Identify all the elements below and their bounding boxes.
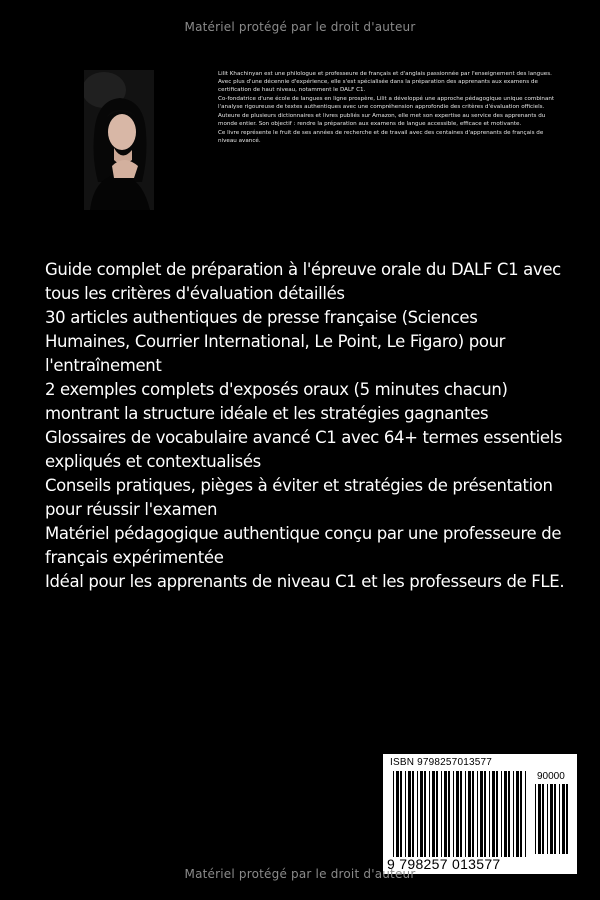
barcode-bar	[562, 784, 565, 854]
feature-item: Idéal pour les apprenants de niveau C1 et les professeurs de FLE.	[45, 572, 565, 591]
barcode-bar	[484, 771, 486, 857]
barcode-bar	[477, 771, 478, 857]
barcode-bar	[559, 784, 560, 854]
barcode-bar	[460, 771, 462, 857]
barcode-bar	[441, 771, 442, 857]
barcode-bar	[465, 771, 466, 857]
barcode-bar	[453, 771, 454, 857]
bio-paragraph: Co-fondatrice d'une école de langues en ligne prospère, Lilit a développé une approche pédagogique unique combinant l'analyse rigoureuse de textes authentiques avec une compréhension approfondie des critères d'évaluation officiels.	[218, 96, 555, 110]
barcode-bar	[468, 771, 471, 857]
barcode-bar	[550, 784, 553, 854]
barcode-bar	[525, 771, 526, 857]
feature-item: 30 articles authentiques de presse française (Sciences Humaines, Courrier International, Le Point, Le Figaro) pour l'entraînement	[45, 308, 506, 375]
barcode-bar	[424, 771, 426, 857]
isbn-label: ISBN 9798257013577	[390, 757, 493, 768]
barcode-bar	[535, 784, 536, 854]
barcode-bar	[444, 771, 447, 857]
barcode-bar	[554, 784, 556, 854]
barcode-bar	[429, 771, 430, 857]
barcode-bar	[492, 771, 495, 857]
barcode-bar	[480, 771, 483, 857]
feature-item: 2 exemples complets d'exposés oraux (5 minutes chacun) montrant la structure idéale et les stratégies gagnantes	[45, 380, 508, 423]
copyright-watermark-top: Matériel protégé par le droit d'auteur	[184, 20, 416, 34]
barcode-bar	[513, 771, 514, 857]
barcode-bar	[489, 771, 490, 857]
author-photo	[84, 70, 154, 210]
book-features-list	[45, 258, 565, 594]
barcode-bar	[547, 784, 548, 854]
feature-item: Guide complet de préparation à l'épreuve orale du DALF C1 avec tous les critères d'évaluation détaillés	[45, 260, 561, 303]
barcode-bar	[412, 771, 414, 857]
barcode-bar	[436, 771, 438, 857]
barcode-digits: 9 798257 013577	[387, 856, 501, 872]
author-biography	[218, 70, 558, 146]
barcode-bar	[456, 771, 459, 857]
barcode-bar	[501, 771, 502, 857]
barcode-bar	[405, 771, 406, 857]
barcode-bar	[393, 771, 394, 857]
barcode-bar	[448, 771, 450, 857]
price-code: 90000	[537, 771, 565, 782]
barcode-bar	[472, 771, 474, 857]
barcode-bar	[566, 784, 568, 854]
bio-paragraph: Ce livre représente le fruit de ses années de recherche et de travail avec des centaines d'apprenants de français de niveau avancé.	[218, 130, 544, 144]
feature-item: Conseils pratiques, pièges à éviter et stratégies de présentation pour réussir l'examen	[45, 476, 553, 519]
barcode-bar	[432, 771, 435, 857]
barcode-bar	[408, 771, 411, 857]
barcode-addon-bars	[535, 784, 573, 854]
barcode-bar	[508, 771, 510, 857]
bio-paragraph: Auteure de plusieurs dictionnaires et livres publiés sur Amazon, elle met son expertise au service des apprenants du monde entier. Son objectif : rendre la préparation aux examens de langue accessible, efficace et motivante.	[218, 113, 546, 127]
barcode-bar	[496, 771, 498, 857]
barcode-bar	[504, 771, 507, 857]
bio-paragraph: Lilit Khachinyan est une philologue et professeure de français et d'anglais passionnée par l'enseignement des langues. Avec plus d'une décennie d'expérience, elle s'est spécialisée dans la préparation des apprenants aux examens de certification de haut niveau, notamment le DALF C1.	[218, 71, 552, 93]
barcode-bar	[396, 771, 399, 857]
barcode-bar	[420, 771, 423, 857]
barcode-bar	[516, 771, 519, 857]
barcode-bar	[417, 771, 418, 857]
copyright-watermark-bottom: Matériel protégé par le droit d'auteur	[184, 867, 416, 881]
barcode-bar	[538, 784, 541, 854]
barcode-bars	[393, 771, 529, 857]
feature-item: Glossaires de vocabulaire avancé C1 avec 64+ termes essentiels expliqués et contextualisés	[45, 428, 563, 471]
barcode-bar	[400, 771, 402, 857]
isbn-barcode	[383, 754, 577, 874]
barcode-bar	[520, 771, 522, 857]
barcode-bar	[542, 784, 544, 854]
feature-item: Matériel pédagogique authentique conçu par une professeure de français expérimentée	[45, 524, 562, 567]
